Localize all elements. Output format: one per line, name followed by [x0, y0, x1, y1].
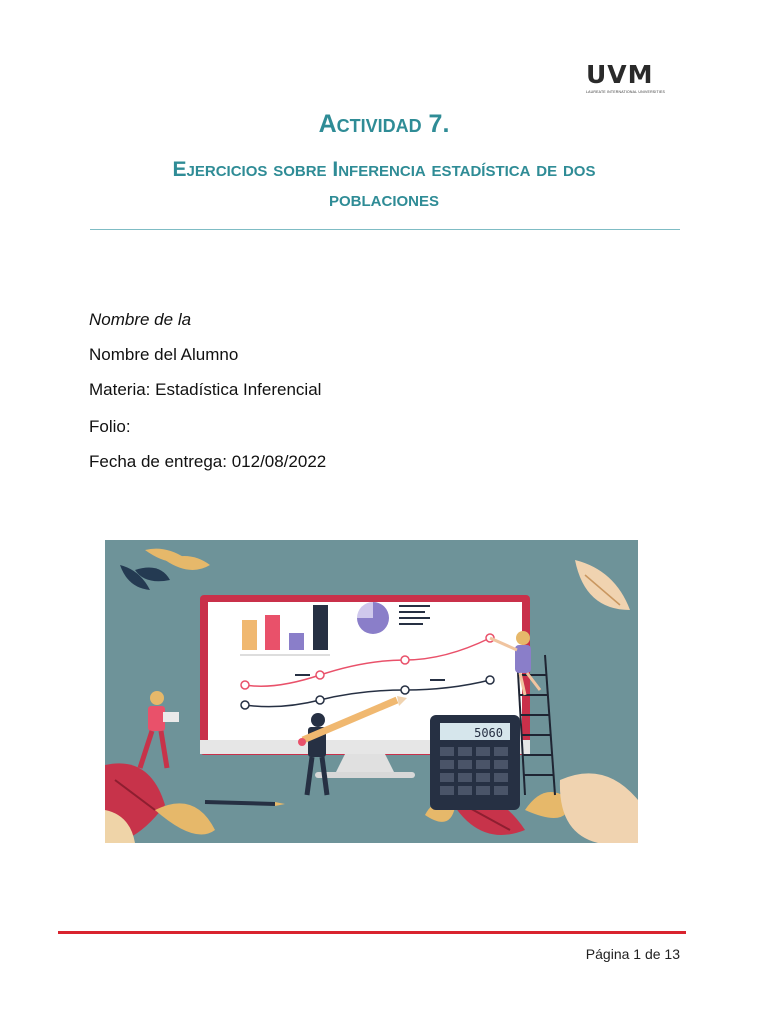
uvm-logo [586, 62, 666, 94]
document-subtitle-line1: Ejercicios sobre Inferencia estadística de dos [172, 158, 596, 181]
statistics-illustration [105, 540, 638, 843]
info-institution: Nombre de la [89, 310, 192, 329]
title-divider [90, 229, 680, 230]
page-number: Página 1 de 13 [585, 946, 680, 962]
info-student-name: Nombre del Alumno [89, 345, 239, 364]
document-subtitle-line2: poblaciones [328, 188, 439, 211]
logo-text: UVM [586, 60, 654, 89]
info-due-date: Fecha de entrega: 012/08/2022 [89, 452, 327, 471]
info-folio: Folio: [89, 417, 131, 436]
calculator-icon [430, 715, 520, 810]
footer-divider [58, 931, 686, 934]
document-title: Actividad 7. [318, 110, 450, 138]
logo-tagline: LAUREATE INTERNATIONAL UNIVERSITIES [586, 90, 666, 94]
info-subject: Materia: Estadística Inferencial [89, 380, 322, 399]
calculator-display: 5060 [474, 726, 503, 740]
